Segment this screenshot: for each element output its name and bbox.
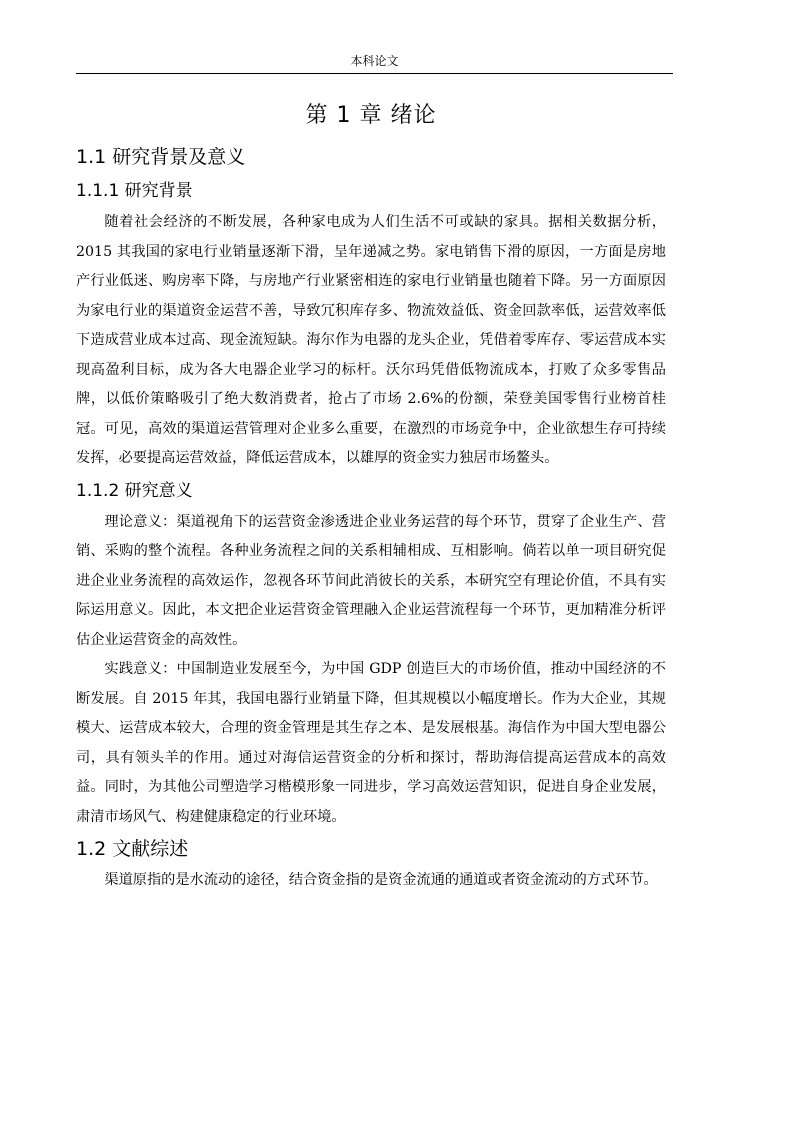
section-heading-1-2: 1.2 文献综述	[76, 838, 189, 860]
paragraph-research-background: 随着社会经济的不断发展，各种家电成为人们生活不可或缺的家具。据相关数据分析，2015 其我国的家电行业销量逐渐下滑，呈年递减之势。家电销售下滑的原因，一方面是房地产行业低迷、购房率下降，与房地产行业紧密相连的家电行业销量也随着下降。另一方面原因为家电行业的渠道资金运营不善，导致冗积库存多、物流效益低、资金回款率低，运营效率低下造成营业成本过高、现金流短缺。海尔作为电器的龙头企业，凭借着零库存、零运营成本实现高盈利目标，成为各大电器企业学习的标杆。沃尔玛凭借低物流成本，打败了众多零售品牌，以低价策略吸引了绝大数消费者，抢占了市场 2.6%的份额，荣登美国零售行业榜首桂冠。可见，高效的渠道运营管理对企业多么重要，在激烈的市场竞争中，企业欲想生存可持续发挥，必要提高运营效益，降低运营成本，以雄厚的资金实力独居市场鳌头。	[76, 214, 666, 466]
running-header: 本科论文	[350, 54, 399, 68]
paragraph-practical-significance: 实践意义：中国制造业发展至今，为中国 GDP 创造巨大的市场价值，推动中国经济的不断发展。自 2015 年其，我国电器行业销量下降，但其规模以小幅度增长。作为大企业，其规模大、运营成本较大，合理的资金管理是其生存之本、是发展根基。海信作为中国大型电器公司，具有领头羊的作用。通过对海信运营资金的分析和探讨，帮助海信提高运营成本的高效益。同时，为其他公司塑造学习楷模形象一同进步，学习高效运营知识，促进自身企业发展，肃清市场风气、构建健康稳定的行业环境。	[76, 661, 666, 825]
paragraph-theoretical-significance: 理论意义：渠道视角下的运营资金渗透进企业业务运营的每个环节，贯穿了企业生产、营销、采购的整个流程。各种业务流程之间的关系相辅相成、互相影响。倘若以单一项目研究促进企业业务流程的高效运作，忽视各环节间此消彼长的关系，本研究空有理论价值，不具有实际运用意义。因此，本文把企业运营资金管理融入企业运营流程每一个环节，更加精准分析评估企业运营资金的高效性。	[76, 513, 666, 648]
chapter-title: 第 1 章 绪论	[305, 103, 437, 128]
paragraph-literature-review: 渠道原指的是水流动的途径，结合资金指的是资金流通的通道或者资金流动的方式环节。	[104, 872, 658, 888]
section-heading-1-1-1: 1.1.1 研究背景	[76, 181, 193, 201]
section-heading-1-1-2: 1.1.2 研究意义	[76, 480, 193, 501]
header-rule	[76, 73, 673, 74]
section-heading-1-1: 1.1 研究背景及意义	[76, 146, 246, 168]
page-content	[76, 96, 666, 896]
